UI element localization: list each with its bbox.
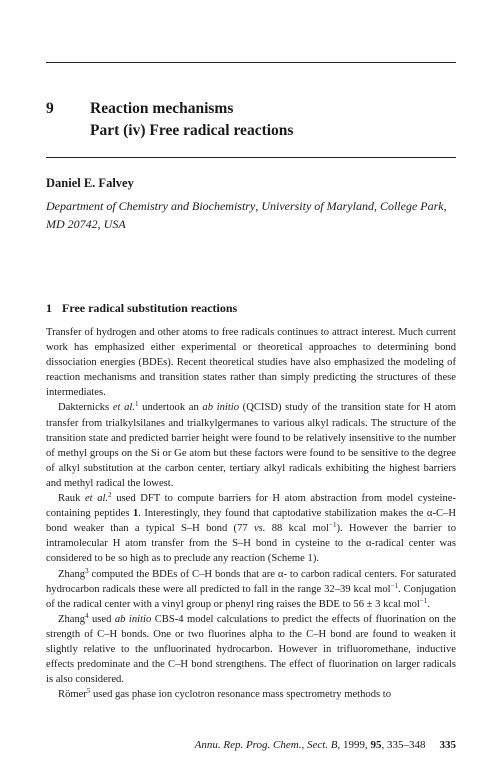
cited-author: Rauk bbox=[58, 493, 81, 505]
section-title: Free radical substitution reactions bbox=[62, 301, 238, 315]
top-rule bbox=[46, 62, 456, 63]
compound-number: 1 bbox=[132, 508, 139, 520]
journal-volume: 95 bbox=[370, 739, 382, 751]
paragraph-zhang-fluorination bbox=[46, 612, 456, 687]
text-run: 88 kcal mol bbox=[265, 523, 330, 535]
versus-term: vs. bbox=[253, 523, 266, 535]
method-term: ab initio bbox=[202, 402, 240, 414]
text-run: (QCISD) study of the transition state for H atom transfer from trialkylsilanes and trialkylgermanes to various alkyl radicals. The structure of the transition state and predicted barrier height were found to be relatively insensitive to the number of methyl groups on the Si or Ge atom but these factors were found to be sensitive to the degree of alkyl substitution at the carbon center, tertiary alkyl radicals exhibiting the highest barriers and methyl radical the lowest. bbox=[46, 402, 457, 489]
section-number: 1 bbox=[46, 301, 52, 315]
reference-marker[interactable]: 2 bbox=[108, 491, 112, 500]
unit-exponent: −1 bbox=[329, 521, 337, 530]
reference-marker[interactable]: 3 bbox=[85, 566, 89, 575]
chapter-title bbox=[90, 98, 420, 142]
page-number: 335 bbox=[439, 739, 456, 751]
affil-postal: MD 20742 bbox=[46, 217, 98, 231]
method-term: ab initio bbox=[114, 613, 152, 625]
text-run: computed the BDEs of C–H bonds that are α- to carbon radical centers. For saturated hydrocarbon radicals these were all predicted to fall in the range 32–39 kcal mol bbox=[46, 568, 456, 595]
cited-author: Römer bbox=[58, 689, 87, 701]
heading-rule bbox=[46, 157, 456, 158]
page-footer: Annu. Rep. Prog. Chem., Sect. B, 1999, 95, 335–348 335 bbox=[194, 739, 456, 751]
body-text bbox=[46, 325, 456, 702]
et-al: et al. bbox=[112, 402, 136, 414]
text-run: . Interestingly, they found that captodative stabilization makes the α-C–H bond weaker than a typical S–H bond (77 bbox=[46, 508, 456, 535]
paragraph-dakternicks bbox=[46, 400, 456, 491]
section-heading bbox=[46, 301, 237, 316]
text-run: CBS-4 model calculations to predict the effects of fluorination on the strength of C–H bonds. One or two fluorines alpha to the C–H bond are found to weaken it slightly relative to the unfluorinated hydrocarbon. However in trifluoromethane, inductive effects predominate and the C–H bond strengthens. The effect of fluorination on larger radicals is also considered. bbox=[46, 613, 457, 686]
unit-exponent: −1 bbox=[390, 581, 399, 590]
author-affiliation: Department of Chemistry and Biochemistry, University of Maryland, College Park, MD 20742, USA bbox=[46, 199, 447, 231]
reference-marker[interactable]: 5 bbox=[86, 687, 91, 696]
author-name: Daniel E. Falvey bbox=[46, 176, 134, 190]
text-run: ). However the barrier to intramolecular H atom transfer from the S–H bond in cysteine to the α-radical center was considered to be so high as to preclude any reaction (Scheme 1). bbox=[46, 523, 457, 565]
paragraph-romer bbox=[46, 687, 456, 702]
affil-country: USA bbox=[103, 217, 126, 231]
journal-pages: 335–348 bbox=[387, 739, 426, 751]
text-run: undertook an bbox=[138, 402, 203, 414]
unit-exponent: −1 bbox=[419, 596, 428, 605]
paragraph-intro: Transfer of hydrogen and other atoms to free radicals continues to attract interest. Much current work has emphasized either experimental or theoretical approaches to determining bond dissociation energies (BDEs). Recent theoretical studies have also emphasized the modeling of reaction mechanisms and transition states rather than simply predicting the structures of these intermediates. bbox=[46, 327, 456, 399]
affil-place: College Park bbox=[379, 199, 444, 213]
paragraph-rauk bbox=[46, 491, 456, 566]
reference-marker[interactable]: 4 bbox=[85, 611, 89, 620]
cited-author: Dakternicks bbox=[58, 402, 110, 414]
chapter-title-line1: Reaction mechanisms bbox=[90, 100, 234, 117]
cited-author: Zhang bbox=[58, 568, 86, 580]
cited-author: Zhang bbox=[58, 613, 86, 625]
text-run: . bbox=[427, 598, 430, 610]
chapter-number: 9 bbox=[46, 100, 54, 117]
text-run: used DFT to compute barriers for H atom abstraction from model cysteine-containing peptides bbox=[46, 493, 457, 520]
text-run: used gas phase ion cyclotron resonance mass spectrometry methods to bbox=[90, 689, 392, 701]
paragraph-zhang-bde bbox=[46, 567, 456, 612]
chapter-title-line2: Part (iv) Free radical reactions bbox=[90, 122, 294, 139]
journal-year: 1999 bbox=[343, 739, 365, 751]
journal-name: Annu. Rep. Prog. Chem., Sect. B bbox=[194, 739, 338, 751]
affil-university: University of Maryland bbox=[261, 199, 374, 213]
reference-marker[interactable]: 1 bbox=[135, 400, 139, 409]
et-al: et al. bbox=[84, 493, 109, 505]
text-run: used bbox=[88, 613, 115, 625]
affil-department: Department of Chemistry and Biochemistry bbox=[46, 199, 256, 213]
text-run: . Conjugation of the radical center with a vinyl group or phenyl ring raises the BDE to 56 ± 3 kcal mol bbox=[46, 583, 456, 610]
